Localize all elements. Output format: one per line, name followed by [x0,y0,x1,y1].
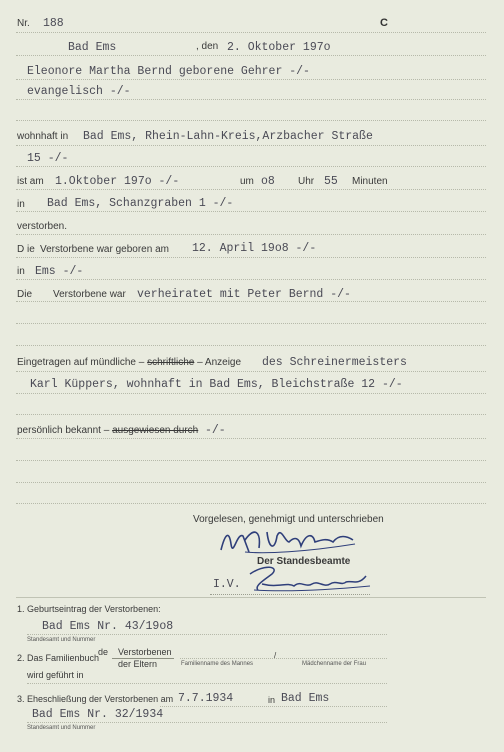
rule [16,460,486,461]
rule [16,279,486,280]
report-label-spoken: Eingetragen auf mündliche – [17,357,145,368]
footer-item1-caption: Standesamt und Nummer [27,637,96,643]
rule [16,257,486,258]
birth-prefix: D ie [17,244,35,255]
signature-line [210,594,370,595]
registrar-title: Der Standesbeamte [257,556,351,567]
death-date-label: ist am [17,176,44,187]
rule [16,166,486,167]
residence-label: wohnhaft in [17,131,69,142]
header-rule [16,32,486,33]
footer-item1-label: 1. Geburtseintrag der Verstorbenen: [17,604,161,614]
rule [16,79,486,80]
rule [16,393,486,394]
read-approved-label: Vorgelesen, genehmigt und unterschrieben [193,514,384,525]
rule [16,482,486,483]
rule [16,211,486,212]
report-label-written: schriftliche [147,357,195,368]
footer-item2-slash: / [274,651,277,660]
rule [16,438,486,439]
footer-item3-label: 3. Eheschließung der Verstorbenen am [17,694,174,704]
deceased-name: Eleonore Martha Bernd geborene Gehrer -/- [27,65,310,78]
nr-label: Nr. [17,18,30,29]
report-label-notice: – Anzeige [197,357,242,368]
rule [16,414,486,415]
register-letter: C [380,17,388,29]
rule [16,301,486,302]
footer-item2-caption-man: Familienname des Mannes [181,661,254,667]
footer-item2-label: 2. Das Familienbuch [17,653,100,663]
death-place-label: in [17,199,25,210]
death-hour: o8 [261,175,275,188]
rule [27,683,387,684]
birth-place-label: in [17,266,25,277]
residence-number: 15 -/- [27,152,69,165]
footer-item2-de: de [98,647,109,657]
marriage-place: Bad Ems [281,692,330,705]
uhr-label: Uhr [298,176,315,187]
rule [16,55,486,56]
registrar-signature [228,560,373,596]
marriage-record-number: Bad Ems Nr. 32/1934 [32,708,164,721]
identity-label-identified: ausgewiesen durch [112,425,199,436]
residence-address: Bad Ems, Rhein-Lahn-Kreis,Arzbacher Straße [83,130,373,143]
rule [16,99,486,100]
informant-address: Karl Küppers, wohnhaft in Bad Ems, Bleichstraße 12 -/- [30,378,403,391]
footer-item2-line2: wird geführt in [27,670,84,680]
rule [16,371,486,372]
rule [16,189,486,190]
footer-item2-deceased: Verstorbenen [118,647,172,657]
informant-signature [215,522,360,558]
marriage-prefix: Die [17,289,33,300]
footer-item3-caption: Standesamt und Nummer [27,725,96,731]
identity-value: -/- [205,424,226,437]
den-label: , den [196,41,219,52]
rule [160,706,387,707]
rule [16,323,486,324]
birth-record-number: Bad Ems Nr. 43/19o8 [42,620,174,633]
deceased-religion: evangelisch -/- [27,85,131,98]
birth-place: Ems -/- [35,265,84,278]
rule [27,634,387,635]
rule [16,345,486,346]
death-place: Bad Ems, Schanzgraben 1 -/- [47,197,234,210]
death-date: 1.Oktober 197o -/- [55,175,180,188]
informant-title: des Schreinermeisters [262,356,407,369]
deputy-label: I.V. [213,578,241,591]
marital-status: verheiratet mit Peter Bernd -/- [137,288,351,301]
rule [16,234,486,235]
place-of-registration: Bad Ems [68,41,117,54]
footer-item2-caption-woman: Mädchenname der Frau [302,661,367,667]
section-divider [16,597,486,598]
minuten-label: Minuten [352,176,388,187]
rule [16,503,486,504]
rule [16,145,486,146]
marriage-label: Verstorbene war [53,289,126,300]
verstorben-label: verstorben. [17,221,68,232]
identity-label [17,425,198,436]
birth-date-label: Verstorbene war geboren am [40,244,169,255]
death-minute: 55 [324,175,338,188]
footer-item3-in: in [268,695,276,705]
registration-date: 2. Oktober 197o [227,41,331,54]
rule [180,658,387,659]
um-label: um [240,176,254,187]
rule [16,120,486,121]
rule [27,722,387,723]
report-label [17,357,241,368]
footer-item2-parents: der Eltern [118,659,158,669]
entry-number: 188 [43,17,64,30]
identity-label-known: persönlich bekannt – [17,425,110,436]
marriage-date: 7.7.1934 [178,692,234,705]
birth-date: 12. April 19o8 -/- [192,242,317,255]
